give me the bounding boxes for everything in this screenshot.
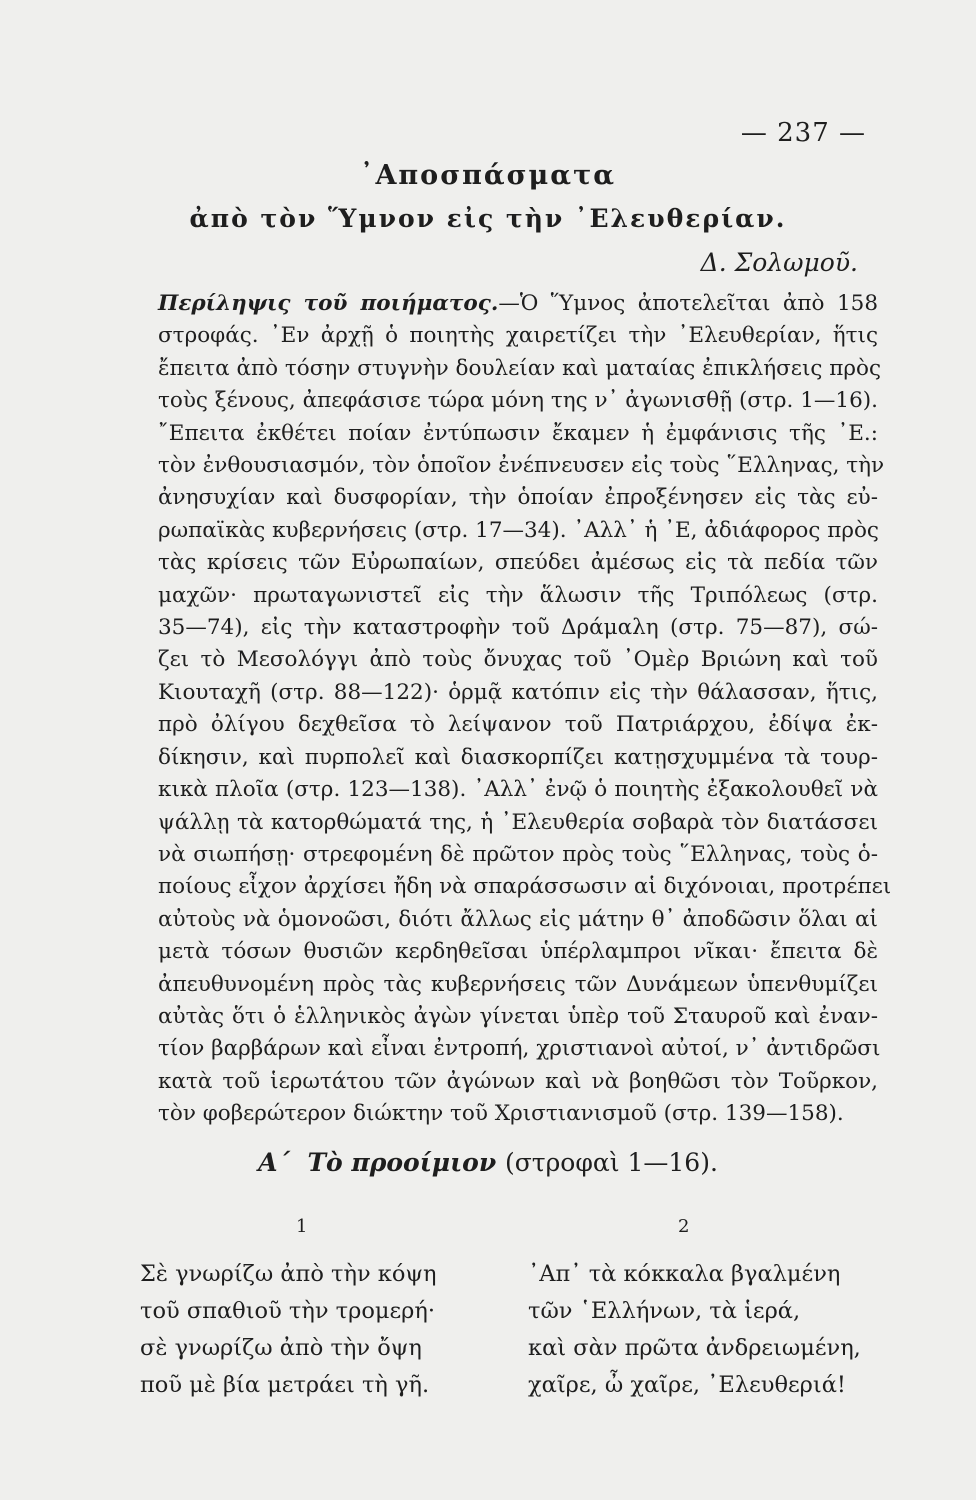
- section-label: Α΄: [258, 1148, 291, 1177]
- summary-line: ψάλλῃ τὰ κατορθώματά της, ἡ ᾿Ελευθερία σοβαρὰ τὸν διατάσσει: [158, 809, 878, 835]
- summary-line: τὸν φοβερώτερον διώκτην τοῦ Χριστιανισμοῦ (στρ. 139—158).: [158, 1101, 844, 1127]
- summary-paragraph: [158, 288, 892, 1131]
- verse-line: Σὲ γνωρίζω ἀπὸ τὴν κόψη: [140, 1261, 437, 1287]
- summary-line: κατὰ τοῦ ἱερωτάτου τῶν ἀγώνων καὶ νὰ βοηθῶσι τὸν Τοῦρκον,: [158, 1068, 878, 1094]
- summary-line: ἀνησυχίαν καὶ δυσφορίαν, τὴν ὁποίαν ἐπροξένησεν εἰς τὰς εὐ-: [158, 485, 878, 511]
- verse-line: σὲ γνωρίζω ἀπὸ τὴν ὄψη: [140, 1335, 422, 1361]
- summary-line: νὰ σιωπήσῃ· στρεφομένη δὲ πρῶτον πρὸς τοὺς ῞Ελληνας, τοὺς ὁ-: [158, 841, 878, 867]
- summary-line: κικὰ πλοῖα (στρ. 123—138). ᾿Αλλ᾿ ἐνῷ ὁ ποιητὴς ἐξακολουθεῖ νὰ: [158, 777, 878, 803]
- verse-line: τῶν ῾Ελλήνων, τὰ ἱερά,: [528, 1298, 801, 1324]
- stanza-1: [140, 1256, 437, 1404]
- stanza-2: [528, 1256, 861, 1404]
- stanza-number: 2: [678, 1216, 690, 1237]
- stanza-number: 1: [296, 1216, 308, 1237]
- summary-line: στροφάς. ᾿Εν ἀρχῇ ὁ ποιητὴς χαιρετίζει τὴν ᾿Ελευθερίαν, ἥτις: [158, 323, 878, 349]
- summary-line: ἔπειτα ἀπὸ τόσην στυγνὴν δουλείαν καὶ ματαίας ἐπικλήσεις πρὸς: [158, 355, 882, 381]
- summary-line: πρὸ ὀλίγου δεχθεῖσα τὸ λείψανον τοῦ Πατριάρχου, ἐδίψα ἐκ-: [158, 712, 878, 738]
- summary-line: ζει τὸ Μεσολόγγι ἀπὸ τοὺς ὄνυχας τοῦ ᾿Ομὲρ Βριώνη καὶ τοῦ: [158, 647, 878, 673]
- author-name: Δ. Σολωμοῦ.: [700, 248, 858, 277]
- summary-line: αὐτοὺς νὰ ὁμονοῶσι, διότι ἄλλως εἰς μάτην θ᾿ ἀποδῶσιν ὅλαι αἱ: [158, 906, 878, 932]
- verse-line: ποῦ μὲ βία μετράει τὴ γῆ.: [140, 1372, 430, 1398]
- section-range: (στροφαὶ 1—16).: [504, 1148, 718, 1177]
- summary-line: τοὺς ξένους, ἀπεφάσισε τώρα μόνη της ν᾿ ἀγωνισθῇ (στρ. 1—16).: [158, 388, 878, 414]
- summary-line: αὐτὰς ὅτι ὁ ἑλληνικὸς ἀγὼν γίνεται ὑπὲρ τοῦ Σταυροῦ καὶ ἐναν-: [158, 1003, 878, 1029]
- section-heading: [0, 1148, 976, 1177]
- summary-line: μαχῶν· πρωταγωνιστεῖ εἰς τὴν ἅλωσιν τῆς Τριπόλεως (στρ.: [158, 582, 878, 608]
- subtitle-heading: ἀπὸ τὸν Ὕμνον εἰς τὴν ᾿Ελευθερίαν.: [189, 204, 787, 233]
- summary-line: ἀπευθυνομένη πρὸς τὰς κυβερνήσεις τῶν Δυνάμεων ὑπενθυμίζει: [158, 971, 878, 997]
- page-number: — 237 —: [740, 118, 866, 148]
- summary-line: Περίληψις τοῦ ποιήματος.—Ὁ Ὕμνος ἀποτελεῖται ἀπὸ 158: [158, 291, 878, 316]
- verse-line: καὶ σὰν πρῶτα ἀνδρειωμένη,: [528, 1335, 861, 1361]
- summary-line: ῎Επειτα ἐκθέτει ποίαν ἐντύπωσιν ἔκαμεν ἡ ἐμφάνισις τῆς ᾿Ε.:: [158, 420, 878, 446]
- summary-line: δίκησιν, καὶ πυρπολεῖ καὶ διασκορπίζει κατῃσχυμμένα τὰ τουρ-: [158, 744, 878, 770]
- summary-line: μετὰ τόσων θυσιῶν κερδηθεῖσαι ὑπέρλαμπροι νῖκαι· ἔπειτα δὲ: [158, 939, 878, 965]
- title-heading: ᾿Αποσπάσματα: [359, 160, 617, 191]
- verse-line: χαῖρε, ὦ χαῖρε, ᾿Ελευθεριά!: [528, 1372, 846, 1398]
- summary-line: τὸν ἐνθουσιασμόν, τὸν ὁποῖον ἐνέπνευσεν εἰς τοὺς ῞Ελληνας, τὴν: [158, 453, 885, 479]
- verse-line: ᾿Απ᾿ τὰ κόκκαλα βγαλμένη: [528, 1261, 841, 1287]
- summary-line: ποίους εἶχον ἀρχίσει ἤδη νὰ σπαράσσωσιν αἱ διχόνοιαι, προτρέπει: [158, 874, 892, 900]
- section-title: Τὸ προοίμιον: [307, 1148, 497, 1177]
- summary-line: ρωπαϊκὰς κυβερνήσεις (στρ. 17—34). ᾿Αλλ᾿ ἡ ᾿Ε, ἀδιάφορος πρὸς: [158, 517, 879, 543]
- summary-line: 35—74), εἰς τὴν καταστροφὴν τοῦ Δράμαλη (στρ. 75—87), σώ-: [158, 615, 878, 641]
- summary-line: τίον βαρβάρων καὶ εἶναι ἐντροπή, χριστιανοὶ αὐτοί, ν᾿ ἀντιδρῶσι: [158, 1036, 881, 1062]
- verse-line: τοῦ σπαθιοῦ τὴν τρομερή·: [140, 1298, 436, 1324]
- summary-lead: Περίληψις τοῦ ποιήματος.: [158, 291, 499, 316]
- summary-line: Κιουταχῆ (στρ. 88—122)· ὁρμᾷ κατόπιν εἰς τὴν θάλασσαν, ἥτις,: [158, 679, 878, 705]
- summary-line: τὰς κρίσεις τῶν Εὐρωπαίων, σπεύδει ἀμέσως εἰς τὰ πεδία τῶν: [158, 550, 878, 576]
